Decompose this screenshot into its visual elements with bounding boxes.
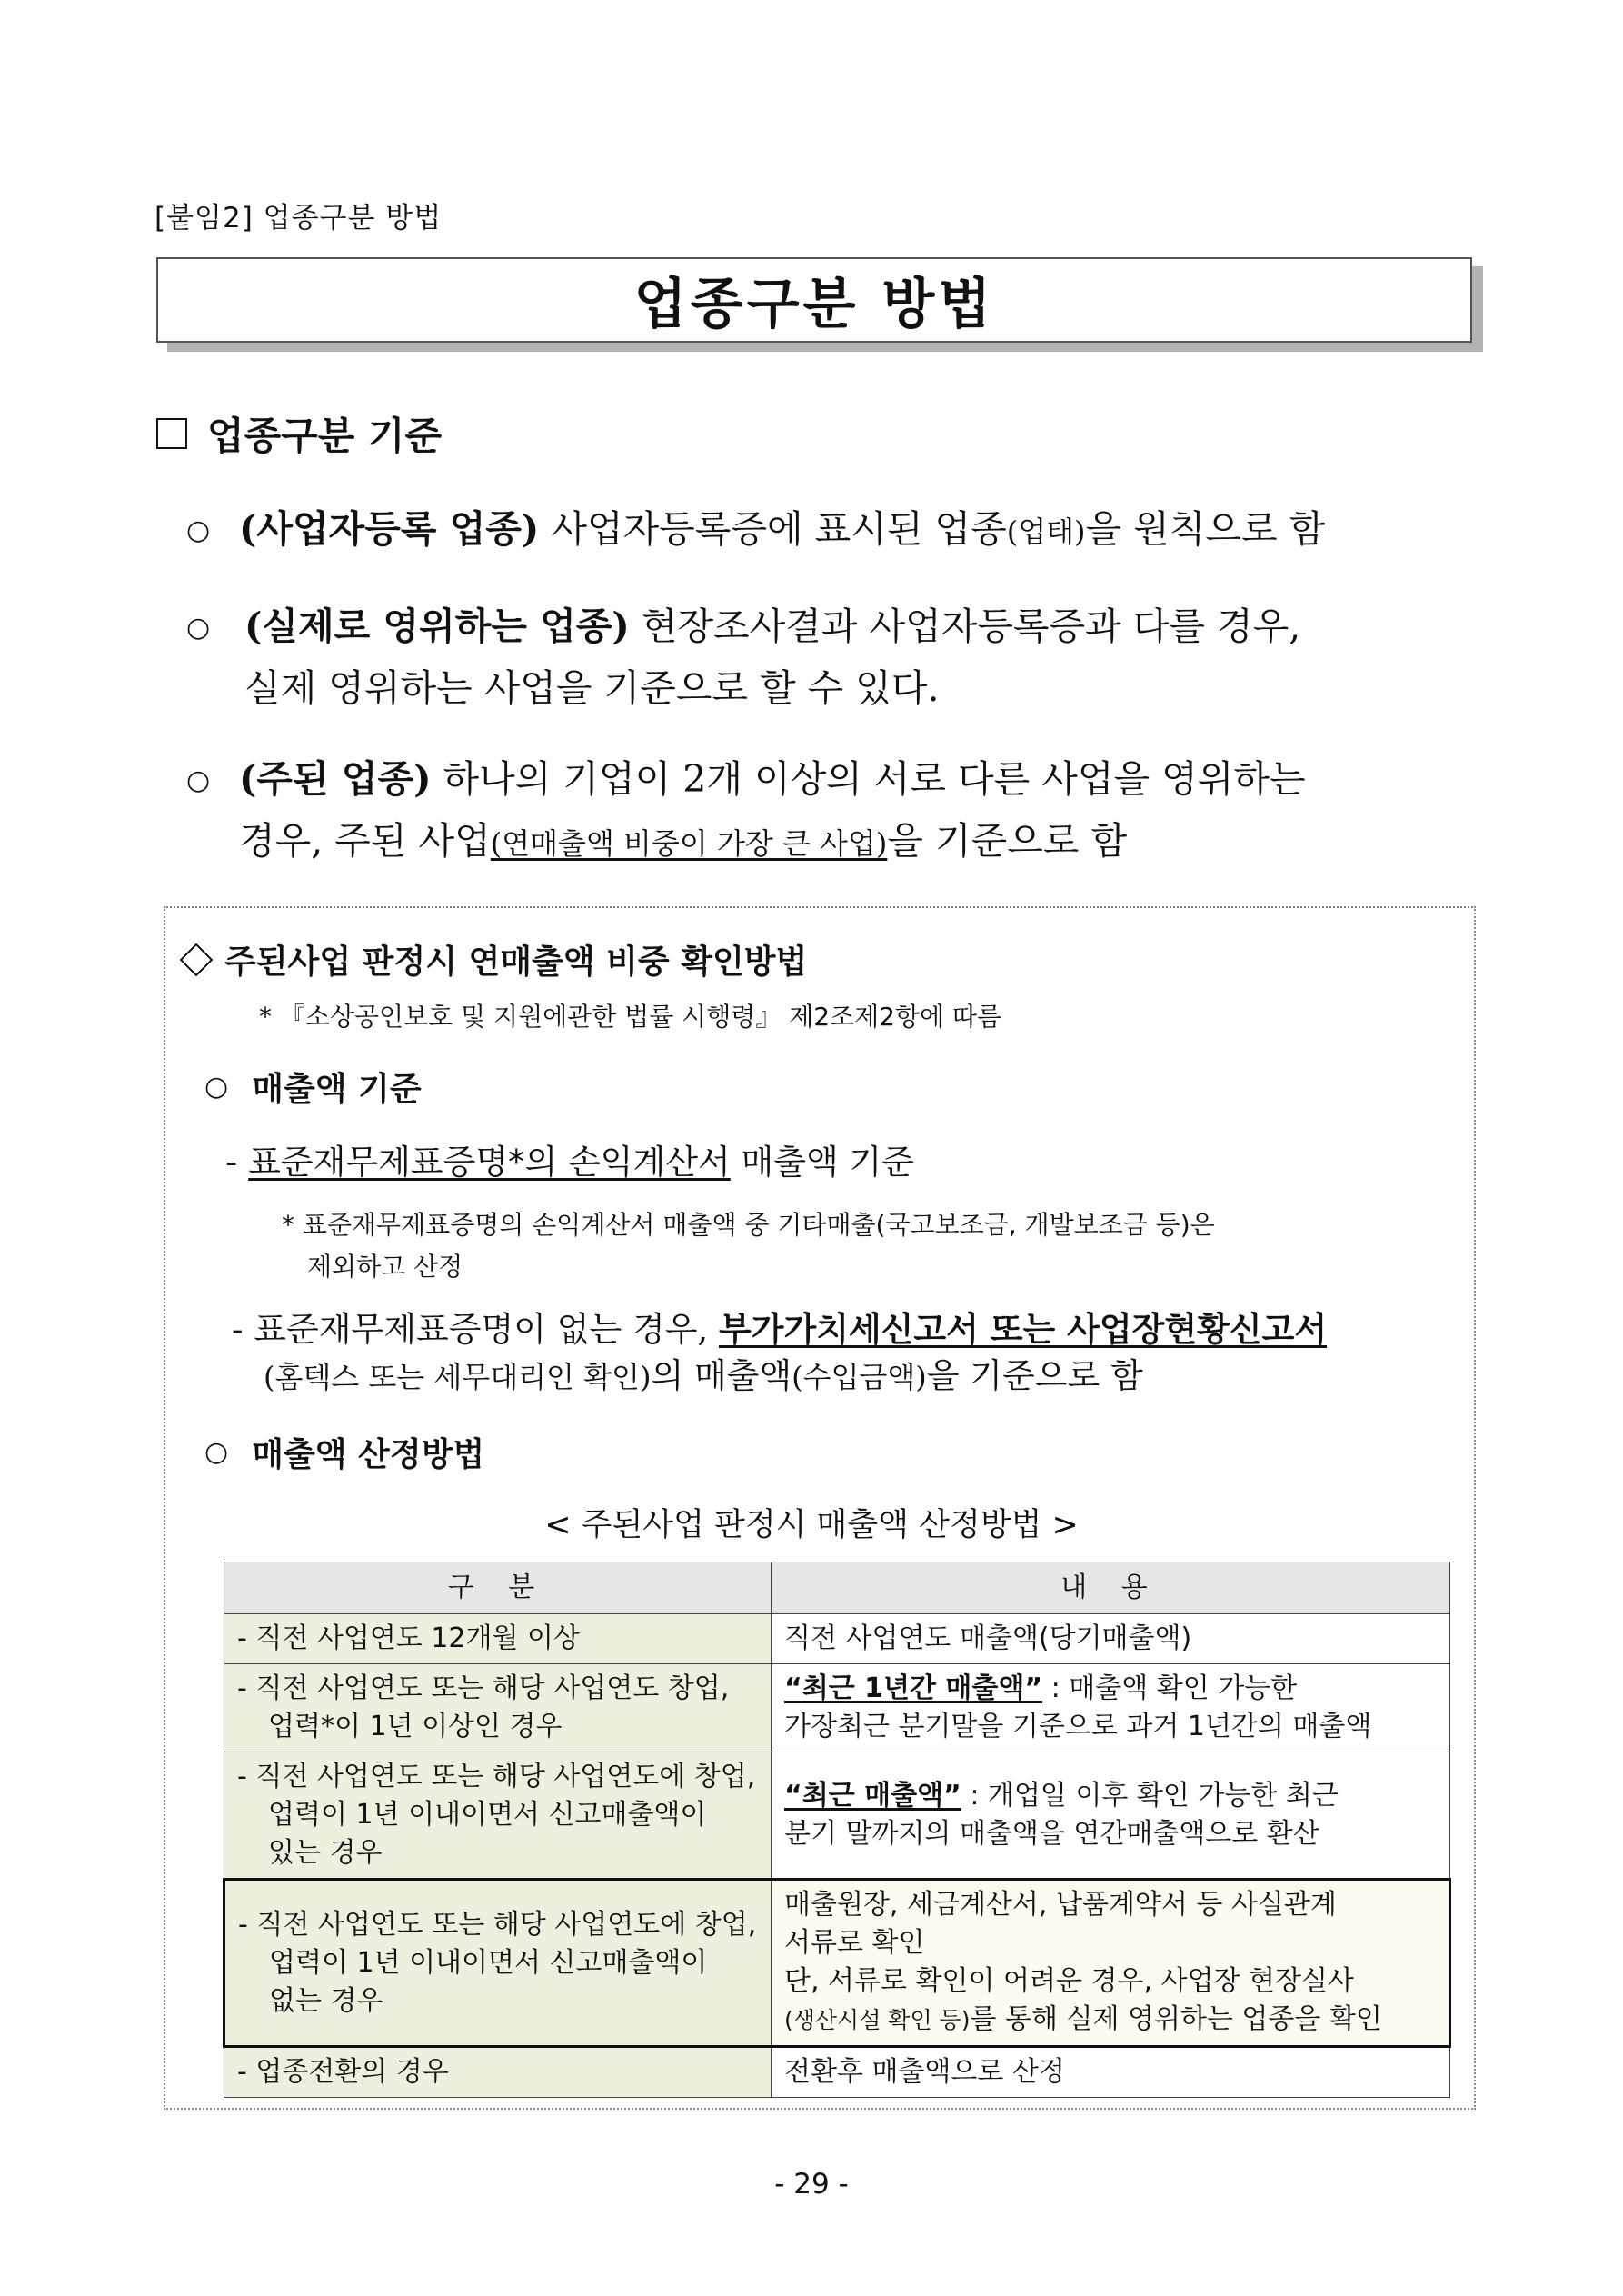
sales-basis-line1: - 표준재무제표증명*의 손익계산서 매출액 기준 [225, 1143, 915, 1182]
financial-statement-text: 표준재무제표증명*의 손익계산서 [248, 1143, 731, 1182]
box-heading [179, 936, 807, 983]
circle-bullet-icon: ○ [204, 1436, 229, 1468]
calc-method-heading [204, 1429, 484, 1475]
table-caption: < 주된사업 판정시 매출액 산정방법 > [544, 1507, 1079, 1543]
criterion-line2-small: (연매출액 비중이 가장 큰 사업) [490, 826, 888, 861]
criterion-line2-b: 을 기준으로 함 [887, 819, 1128, 863]
sales-basis-line3: (홈텍스 또는 세무대리인 확인)의 매출액(수입금액)을 기준으로 함 [264, 1356, 1143, 1395]
table-cell-content: “최근 1년간 매출액” : 매출액 확인 가능한 가장최근 분기말을 기준으로 과거 1년간의 매출액 [772, 1664, 1450, 1752]
square-bullet-icon [156, 418, 187, 449]
criterion-label: (사업자등록 업종) [239, 507, 540, 551]
criterion-label: (주된 업종) [239, 757, 432, 801]
table-header-content: 내 용 [772, 1562, 1450, 1614]
table-cell-category: - 업종전환의 경우 [224, 2047, 772, 2098]
table-cell-category: - 직전 사업연도 또는 해당 사업연도에 창업, 업력이 1년 이내이면서 신고매출액이 있는 경우 [224, 1752, 772, 1880]
attachment-label: [붙임2] 업종구분 방법 [154, 202, 443, 235]
circle-bullet-icon: ○ [186, 612, 211, 644]
criterion-line2-a: 경우, 주된 사업 [239, 819, 491, 863]
sales-basis-heading [204, 1063, 422, 1110]
circle-bullet-icon: ○ [204, 1071, 229, 1103]
criterion-small: (업태) [1006, 514, 1086, 549]
table-cell-content: 전환후 매출액으로 산정 [772, 2047, 1450, 2098]
table-cell-category: - 직전 사업연도 또는 해당 사업연도에 창업, 업력이 1년 이내이면서 신고매출액이 없는 경우 [224, 1880, 772, 2047]
table-header-row [224, 1562, 1450, 1614]
table-cell-content: 매출원장, 세금계산서, 납품계약서 등 사실관계 서류로 확인 단, 서류로 확인이 어려운 경우, 사업장 현장실사 (생산시설 확인 등)를 통해 실제 영위하는 업종을 확인 [772, 1880, 1450, 2047]
box-heading-text: 주된사업 판정시 연매출액 비중 확인방법 [224, 943, 808, 981]
title-box [156, 257, 1472, 343]
legal-basis-note: * 『소상공인보호 및 지원에관한 법률 시행령』 제2조제2항에 따름 [259, 1002, 1002, 1032]
other-sales-note: * 표준재무제표증명의 손익계산서 매출액 중 기타매출(국고보조금, 개발보조금 등)은 제외하고 산정 [282, 1210, 1215, 1282]
table-cell-content: 직전 사업연도 매출액(당기매출액) [772, 1614, 1450, 1664]
criterion-tail: 을 원칙으로 함 [1085, 507, 1326, 551]
sales-basis-heading-text: 매출액 기준 [252, 1071, 422, 1108]
calc-method-heading-text: 매출액 산정방법 [252, 1436, 485, 1473]
table-cell-category: - 직전 사업연도 또는 해당 사업연도 창업, 업력*이 1년 이상인 경우 [224, 1664, 772, 1752]
section-heading-text: 업종구분 기준 [207, 414, 443, 458]
sales-calc-table [223, 1562, 1451, 2098]
table-row [224, 2047, 1450, 2098]
table-header-category: 구 분 [224, 1562, 772, 1614]
table-row [224, 1614, 1450, 1664]
page-title: 업종구분 방법 [633, 273, 995, 336]
criterion-label: (실제로 영위하는 업종) [244, 604, 630, 648]
table-row [224, 1752, 1450, 1880]
table-row [224, 1664, 1450, 1752]
table-cell-category: - 직전 사업연도 12개월 이상 [224, 1614, 772, 1664]
criterion-actual-business [186, 595, 1477, 719]
page-number: - 29 - [774, 2168, 849, 2201]
criterion-main-business [186, 748, 1477, 874]
sales-basis-line2: - 표준재무제표증명이 없는 경우, 부가가치세신고서 또는 사업장현황신고서 [232, 1310, 1328, 1349]
criterion-text: 현장조사결과 사업자등록증과 다를 경우, [629, 604, 1301, 648]
criterion-text: 하나의 기업이 2개 이상의 서로 다른 사업을 영위하는 [431, 757, 1306, 801]
criterion-line2: 실제 영위하는 사업을 기준으로 할 수 있다. [244, 666, 940, 710]
table-cell-content: “최근 매출액” : 개업일 이후 확인 가능한 최근 분기 말까지의 매출액을 연간매출액으로 환산 [772, 1752, 1450, 1880]
vat-report-text: 부가가치세신고서 또는 사업장현황신고서 [718, 1310, 1328, 1349]
diamond-bullet-icon [180, 943, 214, 976]
criterion-text: 사업자등록증에 표시된 업종 [539, 507, 1007, 551]
circle-bullet-icon: ○ [186, 514, 211, 546]
section-heading [156, 406, 442, 461]
circle-bullet-icon: ○ [186, 764, 211, 796]
table-row-highlighted [224, 1880, 1450, 2047]
criterion-business-registration [186, 498, 1477, 563]
